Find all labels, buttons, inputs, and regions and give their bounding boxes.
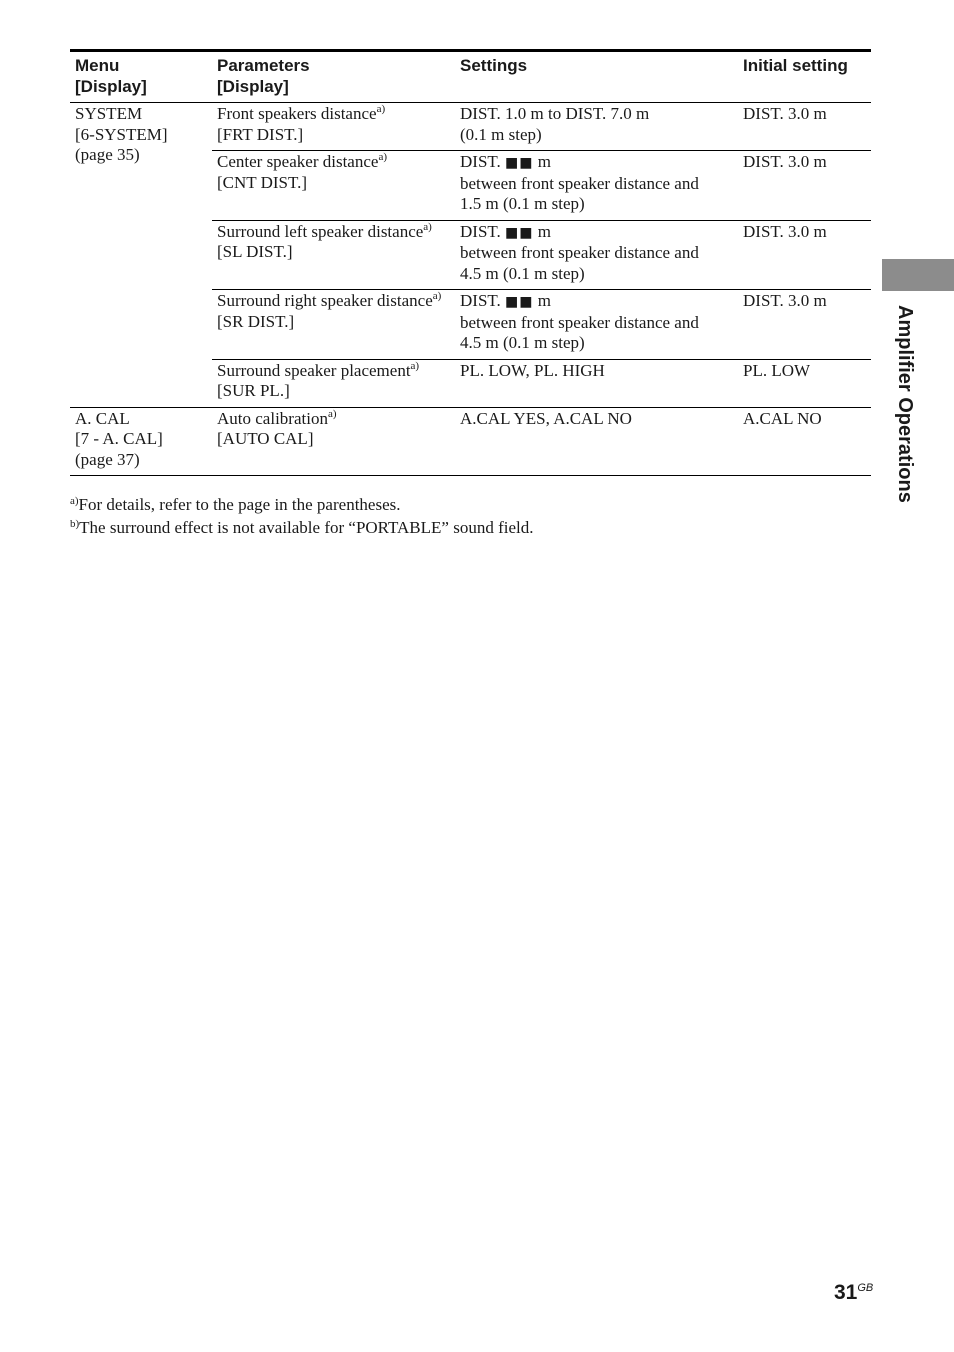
section-side-label: Amplifier Operations [894,305,916,503]
value-placeholder-icon: ■■ [505,155,534,171]
menu-cell-acal: A. CAL [7 - A. CAL] (page 37) [70,407,212,476]
table-row [70,103,871,151]
footnote-ref: a) [327,407,337,420]
footnote-mark: a) [70,495,79,507]
param-cell: Front speakers distance$^{a)}$ [FRT DIST.] [212,103,455,151]
value-placeholder-icon: ■■ [505,294,534,310]
settings-table [70,49,871,476]
param-cell: Center speaker distance$^{a)}$ [CNT DIST.] [212,151,455,221]
menu-cell-system: SYSTEM [6-SYSTEM] (page 35) [70,103,212,408]
initial-cell: DIST. 3.0 m [738,290,871,360]
header-initial-setting: Initial setting [743,56,848,75]
param-cell: Surround right speaker distance$^{a)}$ [SR DIST.] [212,290,455,360]
footnote-text: The surround effect is not available for “PORTABLE” sound field. [79,518,534,537]
header-parameters: Parameters [Display] [217,56,310,96]
footnote-mark: b) [70,518,80,530]
value-placeholder-icon: ■■ [505,224,534,241]
initial-cell: A.CAL NO [738,407,871,476]
header-menu: Menu [Display] [75,56,147,96]
settings-table-container [70,49,871,476]
footnote-text: For details, refer to the page in the parentheses. [78,495,401,514]
settings-cell: PL. LOW, PL. HIGH [455,359,738,407]
footnote-ref: a) [432,290,442,302]
param-cell: Auto calibration$^{a)}$ [AUTO CAL] [212,407,455,476]
footnote-b [70,516,533,539]
settings-cell: DIST. ■■ m between front speaker distance and 4.5 m (0.1 m step) [455,220,738,290]
page-number [834,1281,873,1305]
initial-cell: PL. LOW [738,359,871,407]
settings-cell: DIST. 1.0 m to DIST. 7.0 m (0.1 m step) [455,103,738,151]
settings-cell: DIST. ■■ m between front speaker distance and 1.5 m (0.1 m step) [455,151,738,221]
page-number-suffix: GB [857,1282,874,1294]
settings-cell: A.CAL YES, A.CAL NO [455,407,738,476]
initial-cell: DIST. 3.0 m [738,220,871,290]
table-header-row [70,51,871,103]
footnote-ref: a) [423,220,432,233]
param-cell: Surround speaker placement$^{a)}$ [SUR PL.] [212,359,455,407]
section-tab-marker [882,259,954,291]
footnote-ref: a) [376,103,386,115]
footnotes [70,493,533,539]
initial-cell: DIST. 3.0 m [738,151,871,221]
table-row [70,407,871,476]
header-settings: Settings [460,56,528,75]
footnote-ref: a) [410,359,420,372]
param-cell: Surround left speaker distance$^{a)}$ [SL DIST.] [212,220,455,290]
footnote-a [70,493,533,516]
page-number-value: 31 [834,1281,858,1304]
settings-cell: DIST. ■■ m between front speaker distance and 4.5 m (0.1 m step) [455,290,738,360]
footnote-ref: a) [378,151,387,163]
initial-cell: DIST. 3.0 m [738,103,871,151]
